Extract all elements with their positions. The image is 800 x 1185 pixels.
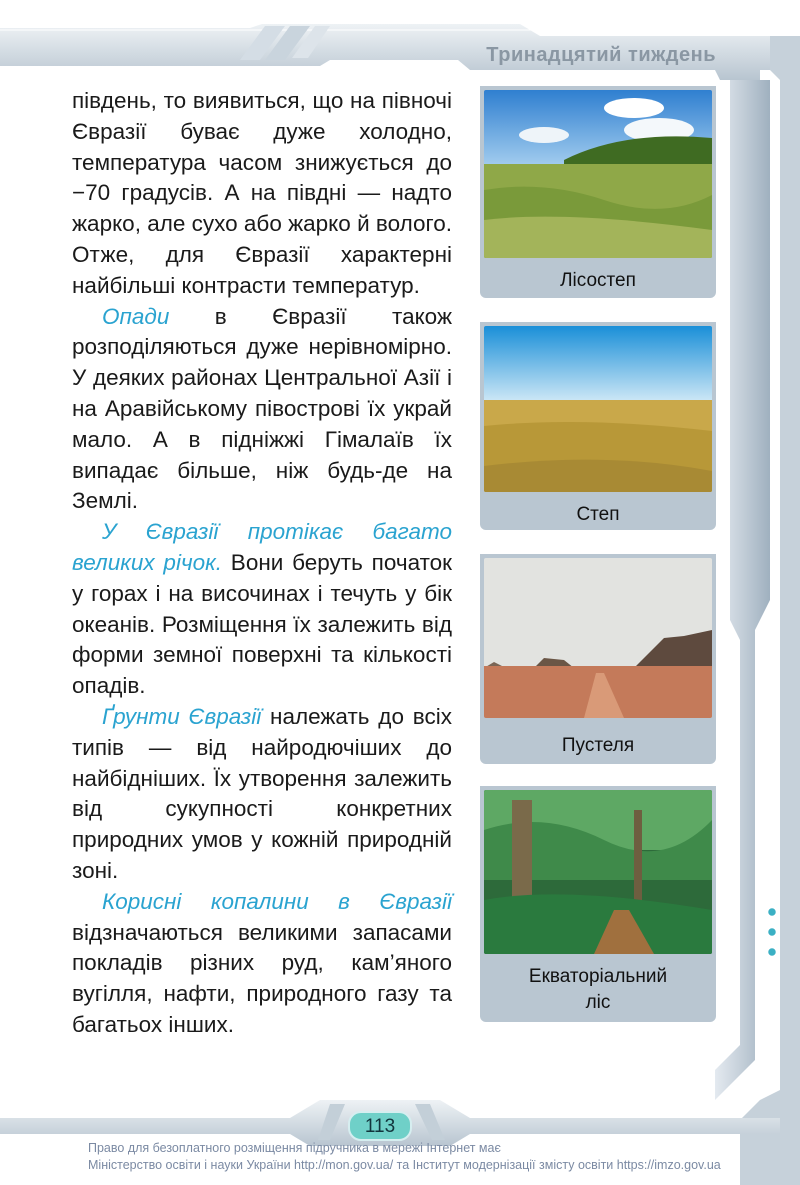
term-soils: Ґрунти Євразії xyxy=(102,703,262,729)
photo-equatorial-forest xyxy=(484,790,712,954)
paragraph-temperature: південь, то виявиться, що на півночі Євразії буває дуже холодно, температура часом знижується до −70 градусів. А на півдні — надто жарко, але сухо або жарко й волого. Отже, для Євразії характерні найбільші контрасти температур. xyxy=(72,88,452,298)
photo-forest-steppe xyxy=(484,90,712,258)
chapter-title: Тринадцятий тиждень xyxy=(486,44,716,66)
paragraph-rivers-text: Вони беруть початок у горах і на височинах і течуть у бік океанів. Розміщення їх залежить від форми земної поверхні та кількості опадів. xyxy=(72,549,453,699)
paragraph-precipitation xyxy=(72,302,452,518)
caption-desert: Пустеля xyxy=(561,735,635,756)
paragraph-minerals-text: відзначаються великими запасами покладів різних руд, кам’яного вугілля, нафти, природного газу та багатьох інших. xyxy=(72,919,452,1037)
paragraph-soils xyxy=(72,702,452,887)
paragraph-precipitation-text: в Євразії також розподіляються дуже нерівномірно. У деяких районах Центральної Азії і на Аравійському півострові їх украй мало. А в підніжжі Гімалаїв їх випадає більше, ніж будь-де на Землі. xyxy=(72,303,452,514)
paragraph-minerals xyxy=(72,887,452,1041)
footer-line-2: Міністерство освіти і науки України http://mon.gov.ua/ та Інститут модернізації змісту освіти https://imzo.gov.ua xyxy=(88,1158,721,1172)
main-text xyxy=(72,86,452,1041)
caption-equatorial-forest-line2: ліс xyxy=(585,992,611,1013)
paragraph-soils-text: належать до всіх типів — від найродючіших до найбідніших. Їх утворення залежить від сукупності конкретних природних умов у кожній природній зоні. xyxy=(72,703,452,883)
footer-line-1: Право для безоплатного розміщення підручника в мережі Інтернет має xyxy=(88,1141,501,1155)
footer-notice xyxy=(88,1140,721,1174)
caption-steppe: Степ xyxy=(576,504,620,525)
page-number: 113 xyxy=(364,1116,396,1137)
term-minerals: Корисні копалини в Євразії xyxy=(102,888,452,914)
caption-equatorial-forest xyxy=(480,964,716,1016)
term-precipitation: Опади xyxy=(102,303,170,329)
dot-1 xyxy=(768,908,777,917)
paragraph-rivers xyxy=(72,517,452,702)
photo-steppe xyxy=(484,326,712,492)
photo-desert xyxy=(484,558,712,718)
caption-equatorial-forest-line1: Екваторіальний xyxy=(528,966,668,987)
caption-forest-steppe: Лісостеп xyxy=(560,270,636,291)
dot-2 xyxy=(768,928,777,937)
dot-3 xyxy=(768,948,777,957)
term-rivers: У Євразії протікає багато великих річок. xyxy=(72,519,452,575)
